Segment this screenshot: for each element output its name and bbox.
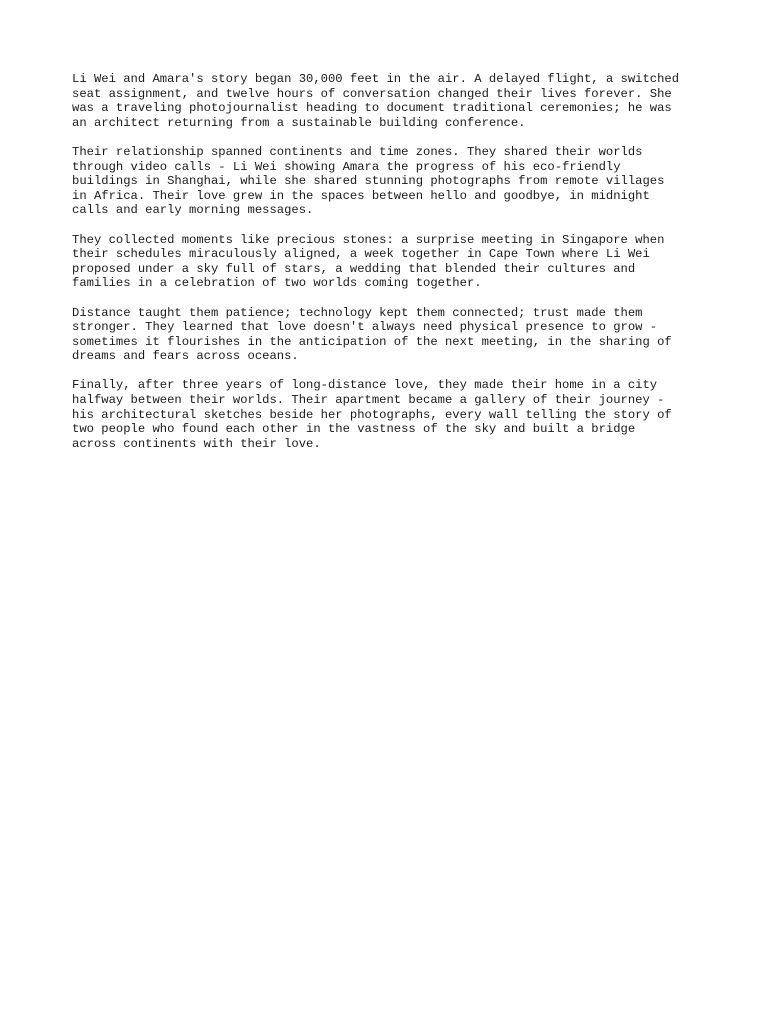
paragraph-1: Li Wei and Amara's story began 30,000 feet in the air. A delayed flight, a switched seat assignment, and twelve hours of conversation changed their lives forever. She was a traveling photojournalist heading to document traditional ceremonies; he was an architect returning from a sustainable building conference.	[72, 72, 680, 130]
paragraph-5: Finally, after three years of long-distance love, they made their home in a city halfway between their worlds. Their apartment became a gallery of their journey - his architectural sketches beside her photographs, every wall telling the story of two people who found each other in the vastness of the sky and built a bridge across continents with their love.	[72, 378, 672, 451]
paragraph-2: Their relationship spanned continents and time zones. They shared their worlds through video calls - Li Wei showing Amara the progress of his eco-friendly buildings in Shanghai, while she shared stunning photographs from remote villages in Africa. Their love grew in the spaces between hello and goodbye, in midnight calls and early morning messages.	[72, 144, 665, 218]
paragraph-3: They collected moments like precious stones: a surprise meeting in Singapore when their schedules miraculously aligned, a week together in Cape Town where Li Wei proposed under a sky full of stars, a wedding that blended their cultures and families in a celebration of two worlds coming together.	[72, 232, 665, 291]
paragraph-4: Distance taught them patience; technology kept them connected; trust made them stronger. They learned that love doesn't always need physical presence to grow - sometimes it flourishes in the anticipation of the next meeting, in the sharing of dreams and fears across oceans.	[72, 305, 672, 364]
document-page	[72, 72, 702, 466]
